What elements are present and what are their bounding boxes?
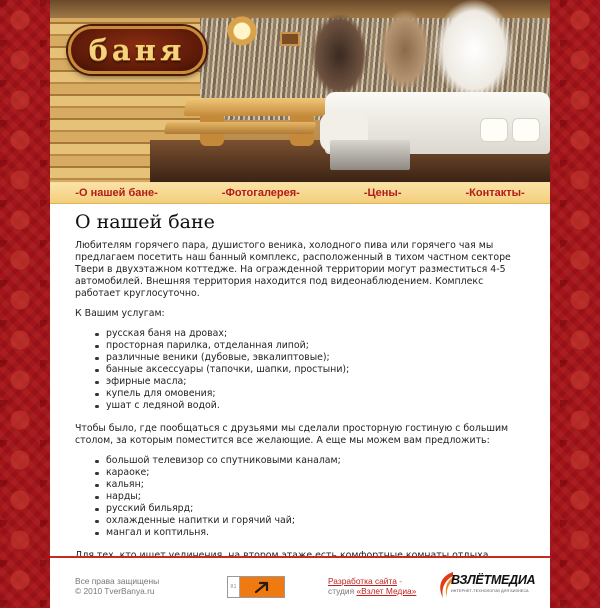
footer: [50, 556, 550, 608]
services-heading: К Вашим услугам:: [75, 308, 165, 319]
list-item: ушат с ледяной водой.: [95, 400, 530, 412]
sofa-pillow: [512, 118, 540, 142]
nav-item-prices[interactable]: -Цены-: [363, 187, 402, 199]
studio-prefix: студия: [328, 586, 357, 596]
list-item: нарды;: [95, 491, 530, 503]
list-item: караоке;: [95, 467, 530, 479]
list-item: просторная парилка, отделанная липой;: [95, 340, 530, 352]
wall-frame: [280, 32, 300, 46]
developer-credit: [328, 576, 416, 596]
list-item: мангал и коптильня.: [95, 527, 530, 539]
list-item: охлажденные напитки и горячий чай;: [95, 515, 530, 527]
list-item: русский бильярд;: [95, 503, 530, 515]
list-item: эфирные масла;: [95, 376, 530, 388]
page-container: [50, 0, 550, 608]
header-photo: [50, 0, 550, 182]
rights-text: Все права защищены: [75, 576, 160, 586]
wooden-bench: [164, 122, 317, 134]
extras-list: [95, 455, 530, 539]
fur-pelt-white: [435, 0, 513, 100]
brand-name: ВЗЛЁТМЕДИА: [451, 573, 536, 587]
dev-dash: -: [396, 576, 403, 586]
coffee-table: [330, 140, 410, 170]
sofa-pillow: [480, 118, 508, 142]
site-logo[interactable]: [68, 26, 206, 74]
badge-label: R1: [228, 577, 240, 597]
list-item: русская баня на дровах;: [95, 328, 530, 340]
dev-link[interactable]: Разработка сайта: [328, 576, 397, 586]
logo-text: баня: [88, 33, 186, 67]
lounge-paragraph: Чтобы было, где пообщаться с друзьями мы сделали просторную гостиную с большим столом, за которым поместится все желающие. А еще мы можем вам предложить:: [75, 423, 509, 446]
list-item: большой телевизор со спутниковыми каналам;: [95, 455, 530, 467]
badge-arrow: [240, 577, 284, 597]
page-title: О нашей бане: [75, 211, 215, 233]
list-item: купель для омовения;: [95, 388, 530, 400]
fur-pelt-dark: [312, 14, 367, 96]
list-item: банные аксессуары (тапочки, шапки, простыни);: [95, 364, 530, 376]
intro-paragraph: Любителям горячего пара, душистого веника, холодного пива или горячего чая мы предлагаем посетить наш банный комплекс, расположенный в тихом частном секторе Твери в двухэтажном коттедже. На огражденной территории могут разместиться 4-5 автомобилей. Внешняя территория находится под видеонаблюдением. Комплекс работает круглосуточно.: [75, 240, 511, 299]
list-item: кальян;: [95, 479, 530, 491]
list-item: различные веники (дубовые, эвкалиптовые);: [95, 352, 530, 364]
arrow-up-right-icon: [252, 580, 272, 594]
fur-pelt-brown: [380, 10, 430, 90]
copyright-text: © 2010 TverBanya.ru: [75, 586, 155, 596]
nav-item-about[interactable]: -О нашей бане-: [75, 187, 158, 199]
studio-logo[interactable]: [435, 570, 535, 600]
nav-item-contacts[interactable]: -Контакты-: [465, 187, 525, 199]
wooden-table: [183, 98, 347, 116]
copyright-block: [75, 576, 159, 596]
studio-link[interactable]: «Взлет Медиа»: [356, 586, 417, 596]
services-list: [95, 328, 530, 412]
main-content: [75, 210, 530, 572]
nav-item-gallery[interactable]: -Фотогалерея-: [221, 187, 300, 199]
brand-tagline: ИНТЕРНЕТ-ТЕХНОЛОГИИ ДЛЯ БИЗНЕСА: [451, 589, 529, 593]
lamp-icon: [222, 8, 262, 54]
main-nav: [50, 182, 550, 204]
counter-badge[interactable]: [227, 576, 285, 598]
